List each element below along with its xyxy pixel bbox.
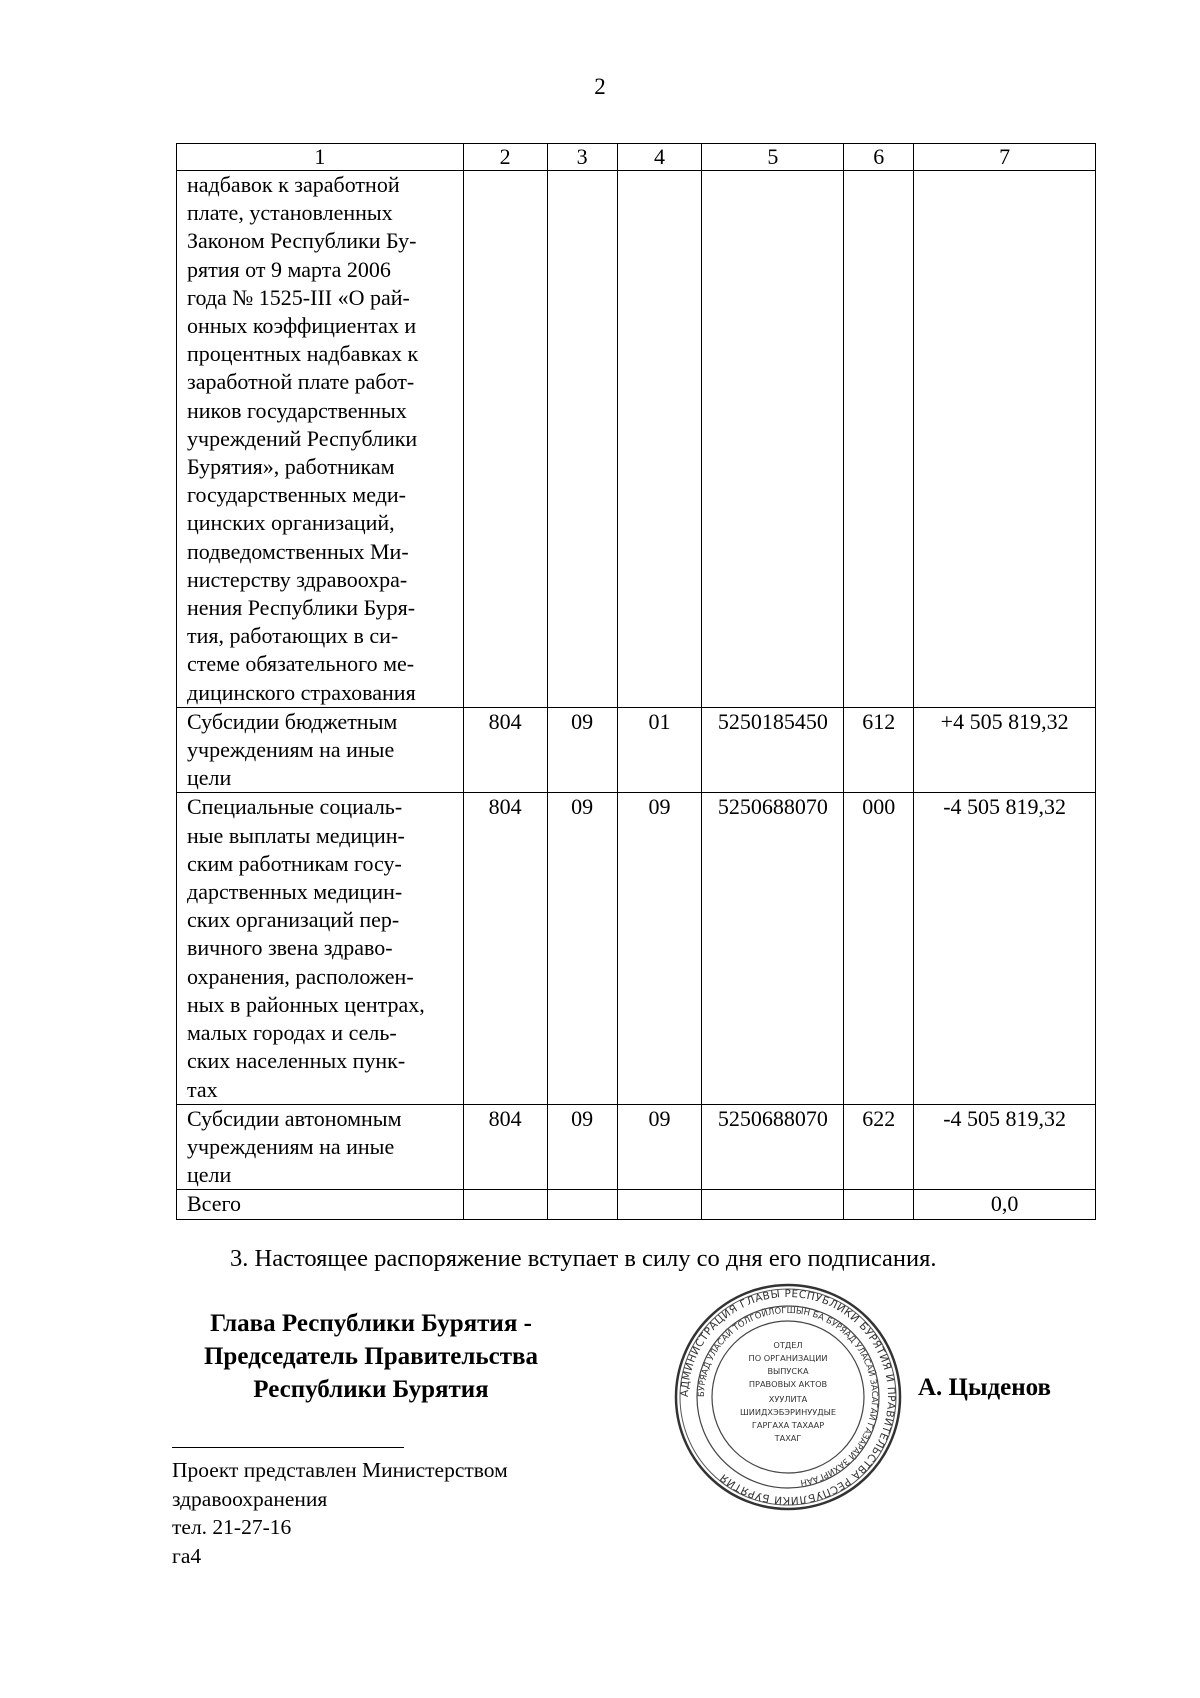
table-row: [177, 793, 1096, 1104]
description-line: цели: [187, 1162, 232, 1188]
budget-table: [176, 143, 1096, 1220]
target-article-code: 5250185450: [702, 707, 844, 793]
description-line: ским работникам госу-: [187, 850, 402, 876]
expense-type-code: 622: [844, 1104, 914, 1190]
stamp-center-line: ГАРГАХА ТАХААР: [751, 1420, 825, 1430]
subsection-code: [617, 171, 702, 708]
subsection-code: 01: [617, 707, 702, 793]
description-line: Законом Республики Бу-: [187, 228, 417, 254]
official-seal-stamp: [673, 1282, 903, 1512]
description-line: Субсидии автономным: [187, 1105, 402, 1131]
stamp-center-line: ПО ОРГАНИЗАЦИИ: [748, 1353, 828, 1363]
description-line: надбавок к заработной: [187, 172, 400, 197]
description-line: процентных надбавках к: [187, 341, 419, 367]
table-row: [177, 1190, 1096, 1219]
description-line: учреждениям на иные: [187, 1133, 395, 1159]
stamp-center-line: ХУУЛИТА: [768, 1394, 808, 1404]
description-line: вичного звена здраво-: [187, 935, 393, 961]
description-line: тах: [187, 1076, 218, 1102]
description-line: ных в районных центрах,: [187, 991, 425, 1017]
footer-line: Проект представлен Министерством: [172, 1458, 508, 1482]
footer-line: здравоохранения: [172, 1486, 328, 1511]
column-header: 1: [177, 144, 464, 171]
ministry-code: 804: [463, 793, 547, 1104]
table-header-row: [177, 144, 1096, 171]
row-description: [177, 171, 464, 708]
description-line: ских организаций пер-: [187, 907, 400, 933]
description-line: ских населенных пунк-: [187, 1048, 406, 1074]
description-line: дарственных медицин-: [187, 879, 403, 905]
footer-divider: [172, 1447, 404, 1448]
description-line: дицинского страхования: [187, 679, 416, 705]
stamp-outer-text: АДМИНИСТРАЦИЯ ГЛАВЫ РЕСПУБЛИКИ БУРЯТИЯ И ПРАВИТЕЛЬСТВА РЕСПУБЛИКИ БУРЯТИЯ: [678, 1287, 898, 1507]
footer-note: [172, 1456, 508, 1570]
amount: -4 505 819,32: [914, 793, 1096, 1104]
table-body: [177, 171, 1096, 1220]
footer-line: тел. 21-27-16: [172, 1515, 292, 1539]
description-line: тия, работающих в си-: [187, 623, 399, 649]
row-description: [177, 707, 464, 793]
description-line: цинских организаций,: [187, 510, 395, 536]
description-line: онных коэффициентах и: [187, 313, 417, 339]
table-row: [177, 1104, 1096, 1190]
clause-text: 3. Настоящее распоряжение вступает в силу со дня его подписания.: [230, 1245, 937, 1272]
description-line: рятия от 9 марта 2006: [187, 256, 391, 282]
description-line: нистерству здравоохра-: [187, 566, 408, 592]
section-code: [547, 1190, 617, 1219]
stamp-inner-text: БУРЯАД УЛАСАЙ ТОЛГОЙЛОГШЫН БА БУРЯАД УЛАСАЙ ЗАСАГАЙ ГАЗАРАЙ ЗАХИРГААН: [696, 1305, 880, 1488]
signature-title-line: Председатель Правительства: [203, 1343, 539, 1370]
target-article-code: [702, 171, 844, 708]
description-line: охранения, расположен-: [187, 963, 414, 989]
signature-title-line: Глава Республики Бурятия -: [210, 1310, 532, 1337]
ministry-code: 804: [463, 707, 547, 793]
description-line: Специальные социаль-: [187, 794, 403, 820]
description-line: ников государственных: [187, 397, 407, 423]
description-line: цели: [187, 765, 232, 791]
amount: +4 505 819,32: [914, 707, 1096, 793]
expense-type-code: [844, 1190, 914, 1219]
column-header: 6: [844, 144, 914, 171]
description-line: стеме обязательного ме-: [187, 651, 415, 677]
description-line: года № 1525-III «О рай-: [187, 284, 410, 310]
table-row: [177, 707, 1096, 793]
description-line: Субсидии бюджетным: [187, 708, 398, 734]
table-row: [177, 171, 1096, 708]
section-code: [547, 171, 617, 708]
description-line: учреждениям на иные: [187, 737, 395, 763]
ministry-code: 804: [463, 1104, 547, 1190]
description-line: малых городах и сель-: [187, 1020, 397, 1046]
description-line: Бурятия», работникам: [187, 454, 395, 480]
section-code: 09: [547, 793, 617, 1104]
footer-line: га4: [172, 1543, 202, 1568]
description-line: заработной плате работ-: [187, 369, 415, 395]
description-line: плате, установленных: [187, 200, 393, 226]
expense-type-code: [844, 171, 914, 708]
expense-type-code: 612: [844, 707, 914, 793]
page-number: 2: [594, 74, 606, 99]
column-header: 7: [914, 144, 1096, 171]
row-description: [177, 1104, 464, 1190]
signatory-name: А. Цыденов: [918, 1374, 1052, 1401]
stamp-center-line: ШИИДХЭБЭРИНУУДЫЕ: [739, 1407, 837, 1417]
description-line: Всего: [187, 1191, 241, 1217]
description-line: учреждений Республики: [187, 425, 418, 451]
signature-title: [166, 1307, 576, 1406]
amount: 0,0: [914, 1190, 1096, 1219]
row-description: [177, 793, 464, 1104]
target-article-code: [702, 1190, 844, 1219]
stamp-center-line: ПРАВОВЫХ АКТОВ: [748, 1379, 828, 1389]
subsection-code: 09: [617, 1104, 702, 1190]
subsection-code: [617, 1190, 702, 1219]
description-line: подведомственных Ми-: [187, 538, 409, 564]
section-code: 09: [547, 1104, 617, 1190]
stamp-center-line: ОТДЕЛ: [773, 1340, 803, 1350]
expense-type-code: 000: [844, 793, 914, 1104]
description-line: государственных меди-: [187, 482, 406, 508]
column-header: 5: [702, 144, 844, 171]
section-code: 09: [547, 707, 617, 793]
target-article-code: 5250688070: [702, 1104, 844, 1190]
description-line: нения Республики Буря-: [187, 595, 416, 621]
description-line: ные выплаты медицин-: [187, 822, 405, 848]
amount: -4 505 819,32: [914, 1104, 1096, 1190]
column-header: 2: [463, 144, 547, 171]
signature-title-line: Республики Бурятия: [253, 1376, 489, 1403]
subsection-code: 09: [617, 793, 702, 1104]
row-description: [177, 1190, 464, 1219]
ministry-code: [463, 171, 547, 708]
column-header: 3: [547, 144, 617, 171]
ministry-code: [463, 1190, 547, 1219]
target-article-code: 5250688070: [702, 793, 844, 1104]
amount: [914, 171, 1096, 708]
stamp-center-line: ТАХАГ: [774, 1433, 802, 1443]
stamp-center-line: ВЫПУСКА: [767, 1366, 809, 1376]
column-header: 4: [617, 144, 702, 171]
